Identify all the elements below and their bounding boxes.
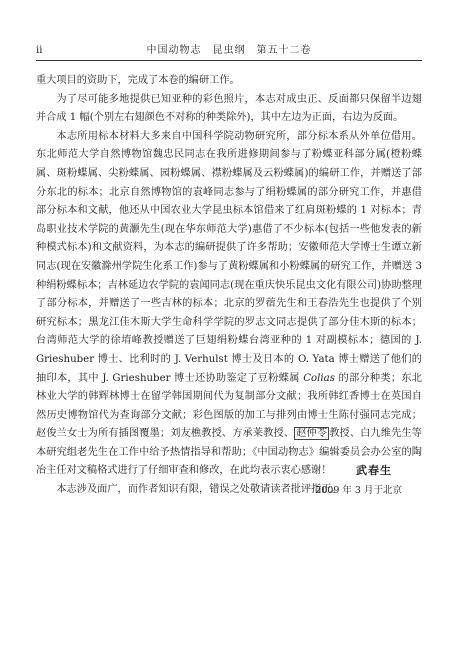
signature-date: 2009 年 3 月于北京 (315, 485, 402, 496)
paragraph-3-part-c: 教授、白九维先生等本研究组老先生在工作中给予热情指导和帮助；《中国动物志》编辑委员会办公室的陶冶主任对文稿格式进行了仔细审查和修改，在此均表示衷心感谢！ (36, 428, 422, 477)
paragraph-4: 本志涉及面广，而作者知识有限，错误之处敬请读者批评指正。 (56, 484, 342, 496)
body-text (36, 72, 422, 500)
running-title: 中国动物志 昆虫纲 第五十二卷 (146, 45, 312, 56)
paragraph-3 (36, 128, 422, 481)
running-header (36, 44, 422, 61)
author-signature: 武春生 (356, 464, 392, 477)
page-number: ii (36, 45, 43, 56)
paragraph-3-part-a: 本志所用标本材料大多来自中国科学院动物研究所，部分标本系从外单位借用。东北师范大学自然博物馆魏忠民同志在我所进修期间参与了粉蝶亚科部分属(橙粉蝶属、斑粉蝶属、尖粉蝶属、园粉蝶属、襟粉蝶属及云粉蝶属)的编研工作，并赠送了部分东北的标本；北京自然博物馆的袁峰同志参与了绢粉蝶属的部分研究工作，并惠借部分标本和文献，他还从中国农业大学昆虫标本馆借来了红肩斑粉蝶的 1 对标本；青岛职业技术学院的黄灏先生(现在华东师范大学)惠借了不少标本(包括一些他发表的新种模式标本)和文献资料，为本志的编研提供了许多帮助；安徽师范大学博士生谭立新同志(现在安徽滁州学院生化系工作)参与了黄粉蝶属和小粉蝶属的研究工作，并赠送 3 种绢粉蝶标本；吉林延边农学院的袁闻同志(现在重庆快乐昆虫文化有限公司)协助整理了部分标本，并赠送了一些吉林的标本；北京的罗蓿先生和王春浩先生也提供了个别研究标本；黑龙江佳木斯大学生命科学学院的罗志文同志提供了部分佳木斯的标本；台湾师范大学的徐堉峰教授赠送了巨翅绢粉蝶台湾亚种的 1 对副模标本；德国的 J. Grieshuber 博士、比利时的 J. Verhulst 博士及日本的 O. Yata 博士赠送了他们的抽印本，其中 J. Grieshuber 博士还协助鉴定了豆粉蝶属 (36, 130, 422, 384)
genus-name-italic: Colias (303, 372, 335, 384)
boxed-name: 赵仲苓 (296, 428, 328, 440)
paragraph-3-part-b: 的部分种类；东北林业大学的韩辉林博士在留学韩国期间代为复制部分文献；我所韩红香博士在英国自然历史博物馆代为查询部分文献；彩色图版的加工与排列由博士生陈付强同志完成；赵俊兰女士为所有插图覆墨；刘友樵教授、方承莱教授、 (36, 372, 422, 440)
paragraph-1: 重大项目的资助下，完成了本卷的编研工作。 (36, 75, 240, 86)
paragraph-2: 为了尽可能多地提供已知亚种的彩色照片，本志对成虫正、反面都只保留半边翅并合成 1 幅(个别左右翅颜色不对称的种类除外)，其中左边为正面，右边为反面。 (36, 93, 422, 124)
